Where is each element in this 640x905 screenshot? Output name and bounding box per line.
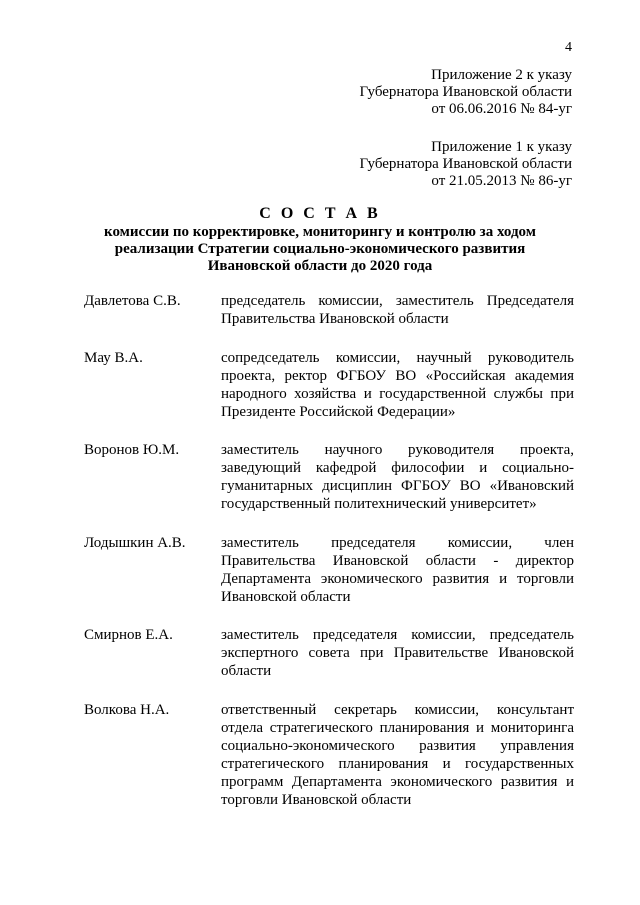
member-name: Смирнов Е.А.	[84, 627, 173, 643]
member-name: Волкова Н.А.	[84, 702, 170, 718]
member-role: заместитель председателя комиссии, председатель экспертного совета при Правительстве Ивановской области	[221, 627, 574, 679]
title-heading: С О С Т А В	[259, 205, 381, 222]
document-title	[0, 205, 640, 275]
title-line2: реализации Стратегии социально-экономического развития	[114, 241, 526, 257]
member-name: Давлетова С.В.	[84, 293, 181, 309]
appendix-current-line2: Губернатора Ивановской области	[359, 84, 572, 100]
member-row	[84, 441, 574, 513]
member-row	[84, 292, 574, 328]
title-subtitle	[0, 224, 640, 275]
appendix-current-reference	[359, 67, 572, 118]
member-row	[84, 626, 574, 680]
member-role: сопредседатель комиссии, научный руководитель проекта, ректор ФГБОУ ВО «Российская академия народного хозяйства и государственной службы при Президенте Российской Федерации»	[221, 350, 574, 420]
appendix-current-line3: от 06.06.2016 № 84-уг	[431, 101, 572, 117]
appendix-original-line2: Губернатора Ивановской области	[359, 156, 572, 172]
appendix-original-reference	[359, 139, 572, 190]
title-line1: комиссии по корректировке, мониторингу и контролю за ходом	[104, 224, 536, 240]
commission-members-list	[84, 292, 574, 809]
appendix-current-line1: Приложение 2 к указу	[431, 67, 572, 83]
member-role: председатель комиссии, заместитель Председателя Правительства Ивановской области	[221, 293, 574, 327]
appendix-original-line1: Приложение 1 к указу	[431, 139, 572, 155]
title-line3: Ивановской области до 2020 года	[207, 258, 433, 274]
member-row	[84, 701, 574, 809]
member-role: ответственный секретарь комиссии, консультант отдела стратегического планирования и мониторинга социально-экономического развития управления стратегического планирования и государственных программ Департамента экономического развития и торговли Ивановской области	[221, 702, 574, 808]
member-name: Лодышкин А.В.	[84, 535, 186, 551]
member-role: заместитель научного руководителя проекта, заведующий кафедрой философии и социально-гуманитарных дисциплин ФГБОУ ВО «Ивановский государственный политехнический университет»	[221, 442, 574, 512]
appendix-original-line3: от 21.05.2013 № 86-уг	[431, 173, 572, 189]
member-name: Воронов Ю.М.	[84, 442, 180, 458]
member-name: Мау В.А.	[84, 350, 143, 366]
page-number: 4	[565, 40, 572, 55]
member-row	[84, 349, 574, 421]
member-row	[84, 534, 574, 606]
member-role: заместитель председателя комиссии, член Правительства Ивановской области - директор Департамента экономического развития и торговли Ивановской области	[221, 535, 574, 605]
